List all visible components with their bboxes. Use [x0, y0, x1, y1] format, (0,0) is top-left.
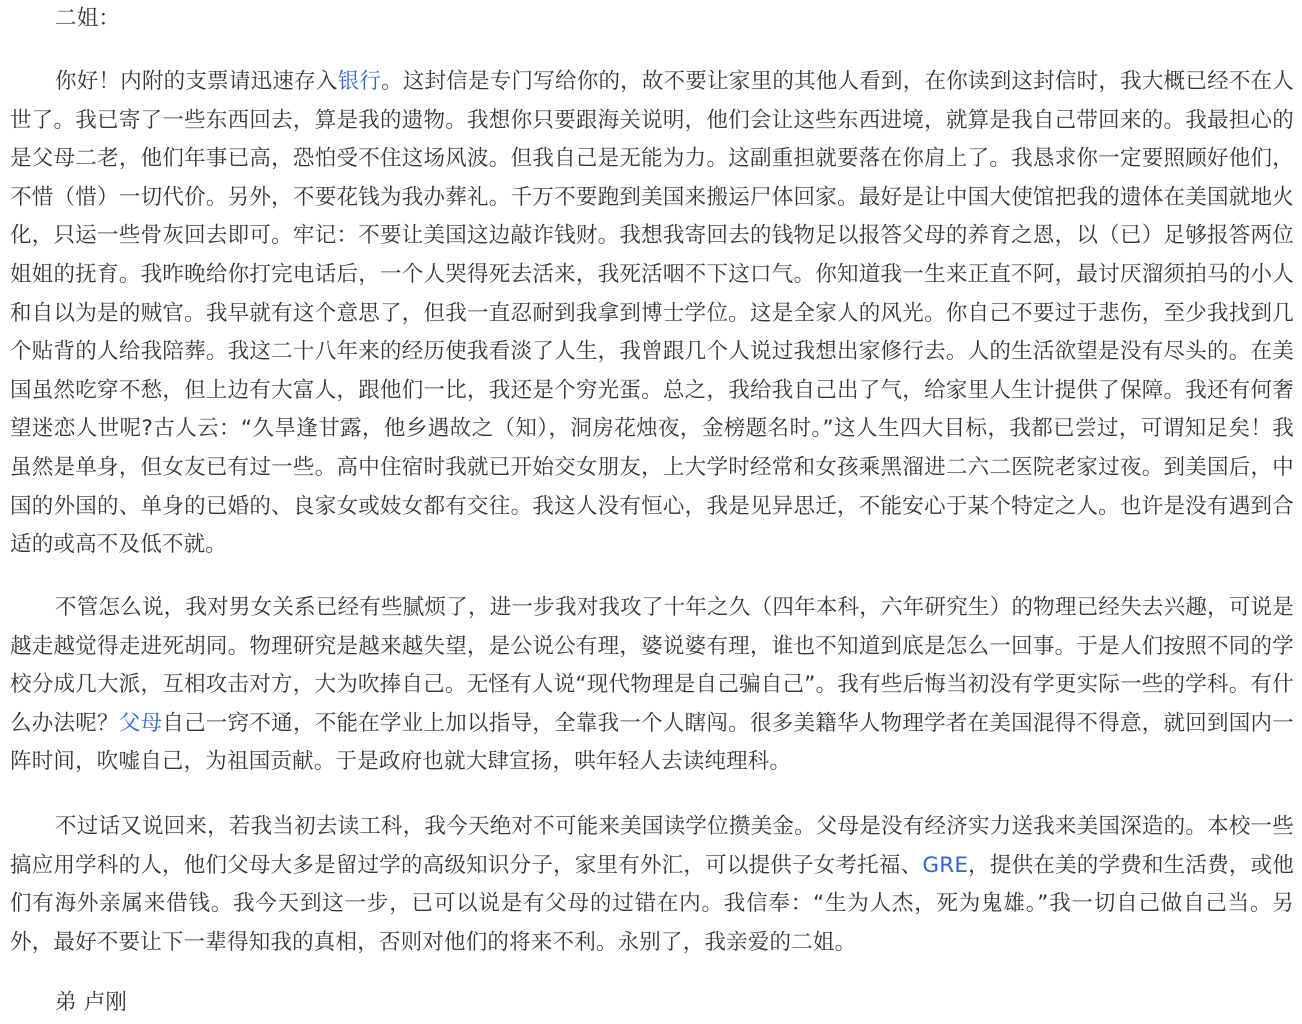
parents-link[interactable]: 父母 — [118, 710, 163, 736]
paragraph-text: 。这封信是专门写给你的，故不要让家里的其他人看到，在你读到这封信时，我大概已经不在人世了。我已寄了一些东西回去，算是我的遗物。我想你只要跟海关说明，他们会让这些东西进境，就算是我自己带回来的。我最担心的是父母二老，他们年事已高，恐怕受不住这场风波。但我自己是无能为力。这副重担就要落在你肩上了。我恳求你一定要照顾好他们，不惜（惜）一切代价。另外，不要花钱为我办葬礼。千万不要跑到美国来搬运尸体回家。最好是让中国大使馆把我的遗体在美国就地火化，只运一些骨灰回去即可。牢记：不要让美国这边敲诈钱财。我想我寄回去的钱物足以报答父母的养育之恩，以（已）足够报答两位姐姐的抚育。我昨晚给你打完电话后，一个人哭得死去活来，我死活咽不下这口气。你知道我一生来正直不阿，最讨厌溜须拍马的小人和自以为是的贼官。我早就有这个意思了，但我一直忍耐到我拿到博士学位。这是全家人的风光。你自己不要过于悲伤，至少我找到几个贴背的人给我陪葬。我这二十八年来的经历使我看淡了人生，我曾跟几个人说过我想出家修行去。人的生活欲望是没有尽头的。在美国虽然吃穿不愁，但上边有大富人，跟他们一比，我还是个穷光蛋。总之，我给我自己出了气，给家里人生计提供了保障。我还有何奢望迷恋人世呢?古人云：“久旱逢甘露，他乡遇故之（知），洞房花烛夜，金榜题名时。”这人生四大目标，我都已尝过，可谓知足矣！我虽然是单身，但女友已有过一些。高中住宿时我就已开始交女朋友，上大学时经常和女孩乘黑溜进二六二医院老家过夜。到美国后，中国的外国的、单身的已婚的、良家女或妓女都有交往。我这人没有恒心，我是见异思迁，不能安心于某个特定之人。也许是没有遇到合适的或高不及低不就。 — [10, 69, 1295, 558]
paragraph-text: ，提供在美的学费和生活费，或他们有海外亲属来借钱。我今天到这一步，已可以说是有父母的过错在内。我信奉：“生为人杰，死为鬼雄。”我一切自己做自己当。另外，最好不要让下一辈得知我的真相，否则对他们的将来不利。永别了，我亲爱的二姐。 — [10, 852, 1294, 955]
letter-paragraph-1 — [10, 63, 1294, 565]
letter-signature: 弟 卢刚 — [55, 990, 128, 1015]
paragraph-indent — [10, 69, 55, 94]
paragraph-text: 不过话又说回来，若我当初去读工科，我今天绝对不可能来美国读学位攒美金。父母是没有经济实力送我来美国深造的。本校一些搞应用学科的人，他们父母大多是留过学的高级知识分子，家里有外汇，可以提供子女考托福、 — [10, 814, 1294, 878]
paragraph-indent — [10, 814, 55, 839]
paragraph-indent — [10, 595, 55, 620]
paragraph-text: 不管怎么说，我对男女关系已经有些腻烦了，进一步我对我攻了十年之久（四年本科，六年研究生）的物理已经失去兴趣，可说是越走越觉得走进死胡同。物理研究是越来越失望，是公说公有理，婆说婆有理，谁也不知道到底是怎么一回事。于是人们按照不同的学校分成几大派，互相攻击对方，大为吹捧自己。无怪有人说“现代物理是自己骗自己”。我有些后悔当初没有学更实际一些的学科。有什么办法呢？ — [10, 595, 1294, 736]
letter-paragraph-3 — [10, 808, 1294, 962]
letter-paragraph-2 — [10, 589, 1294, 782]
paragraph-text: 自己一窍不通，不能在学业上加以指导，全靠我一个人瞎闯。很多美籍华人物理学者在美国混得不得意，就回到国内一阵时间，吹嘘自己，为祖国贡献。于是政府也就大肆宣扬，哄年轻人去读纯理科。 — [10, 710, 1294, 775]
gre-link[interactable]: GRE — [922, 852, 969, 878]
letter-salutation: 二姐： — [55, 6, 121, 31]
paragraph-text: 你好！内附的支票请迅速存入 — [55, 69, 338, 94]
bank-link[interactable]: 银行 — [337, 69, 382, 94]
